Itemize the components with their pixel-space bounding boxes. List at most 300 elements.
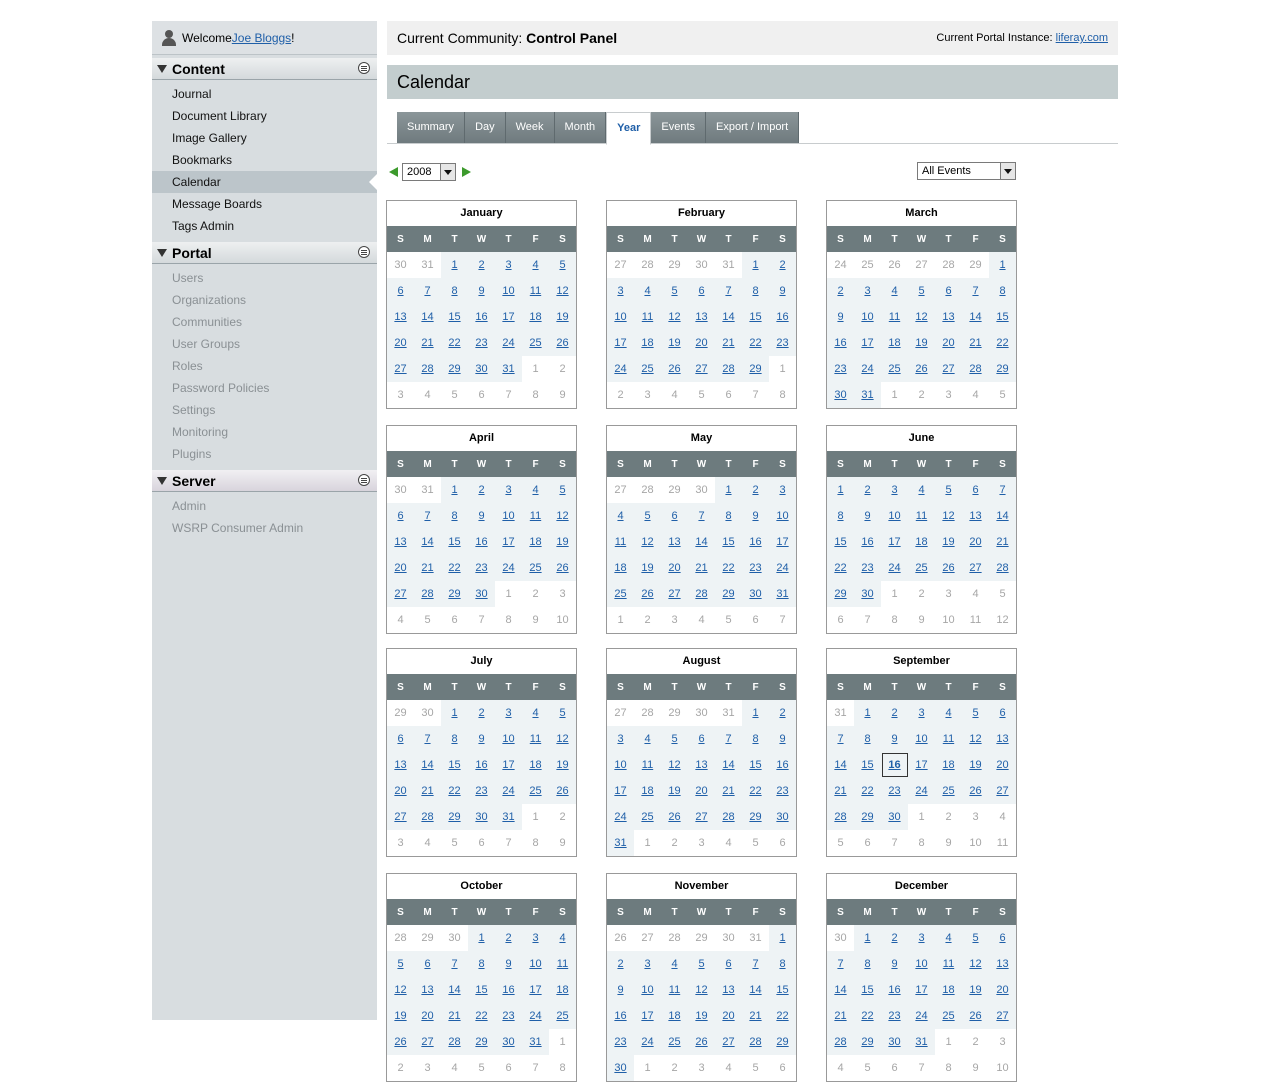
day-link[interactable]: 29 (989, 356, 1016, 382)
day-link[interactable]: 15 (441, 529, 468, 555)
day-link[interactable]: 26 (688, 1029, 715, 1055)
day-link[interactable]: 25 (607, 581, 634, 607)
day-link[interactable]: 10 (854, 304, 881, 330)
day-link[interactable]: 21 (989, 529, 1016, 555)
day-link[interactable]: 5 (661, 278, 688, 304)
day-link[interactable]: 27 (935, 356, 962, 382)
day-link[interactable]: 13 (989, 726, 1016, 752)
section-header-content[interactable] (152, 58, 377, 80)
day-link[interactable]: 27 (661, 581, 688, 607)
day-link[interactable]: 21 (414, 778, 441, 804)
day-link[interactable]: 27 (414, 1029, 441, 1055)
day-link[interactable]: 22 (441, 555, 468, 581)
day-link[interactable]: 30 (881, 804, 908, 830)
day-link[interactable]: 3 (495, 477, 522, 503)
day-link[interactable]: 29 (769, 1029, 796, 1055)
day-link[interactable]: 11 (908, 503, 935, 529)
day-link[interactable]: 26 (549, 330, 576, 356)
day-link[interactable]: 29 (854, 1029, 881, 1055)
day-link[interactable]: 7 (715, 278, 742, 304)
day-link[interactable]: 9 (607, 977, 634, 1003)
day-link[interactable]: 8 (441, 503, 468, 529)
day-link[interactable]: 28 (414, 804, 441, 830)
day-link[interactable]: 9 (495, 951, 522, 977)
day-link[interactable]: 22 (854, 1003, 881, 1029)
day-link[interactable]: 2 (854, 477, 881, 503)
day-link[interactable]: 19 (549, 304, 576, 330)
day-link[interactable]: 12 (962, 951, 989, 977)
day-link[interactable]: 6 (715, 951, 742, 977)
day-link[interactable]: 18 (935, 977, 962, 1003)
day-link[interactable]: 3 (522, 925, 549, 951)
day-link[interactable]: 14 (688, 529, 715, 555)
day-link[interactable]: 22 (468, 1003, 495, 1029)
day-link[interactable]: 24 (607, 356, 634, 382)
sidebar-item-journal[interactable]: Journal (172, 87, 212, 101)
section-header-portal[interactable] (152, 242, 377, 264)
day-link[interactable]: 27 (387, 804, 414, 830)
day-link[interactable]: 31 (607, 830, 634, 856)
sidebar-item-tags-admin[interactable]: Tags Admin (172, 219, 235, 233)
day-link[interactable]: 20 (387, 330, 414, 356)
day-link[interactable]: 8 (742, 726, 769, 752)
day-link[interactable]: 6 (661, 503, 688, 529)
tab-export-import[interactable]: Export / Import (706, 112, 799, 143)
day-link[interactable]: 20 (688, 330, 715, 356)
day-link[interactable]: 9 (827, 304, 854, 330)
day-link[interactable]: 29 (441, 804, 468, 830)
tab-month[interactable]: Month (555, 112, 607, 143)
sidebar-item-monitoring[interactable]: Monitoring (172, 425, 229, 439)
day-link[interactable]: 17 (854, 330, 881, 356)
day-link[interactable]: 25 (881, 356, 908, 382)
day-link[interactable]: 5 (387, 951, 414, 977)
day-link[interactable]: 9 (468, 503, 495, 529)
day-link[interactable]: 1 (989, 252, 1016, 278)
day-link[interactable]: 10 (495, 503, 522, 529)
sidebar-item-password-policies[interactable]: Password Policies (172, 381, 270, 395)
day-link[interactable]: 24 (854, 356, 881, 382)
day-link[interactable]: 24 (881, 555, 908, 581)
sidebar-item-roles[interactable]: Roles (172, 359, 203, 373)
day-link[interactable]: 10 (769, 503, 796, 529)
day-link[interactable]: 20 (989, 752, 1016, 778)
day-link[interactable]: 22 (441, 330, 468, 356)
day-link[interactable]: 14 (827, 752, 854, 778)
day-link[interactable]: 11 (634, 304, 661, 330)
day-link[interactable]: 8 (854, 726, 881, 752)
day-link[interactable]: 26 (962, 1003, 989, 1029)
day-link[interactable]: 8 (715, 503, 742, 529)
day-link[interactable]: 26 (634, 581, 661, 607)
day-link[interactable]: 25 (661, 1029, 688, 1055)
day-link[interactable]: 28 (827, 1029, 854, 1055)
day-link[interactable]: 7 (688, 503, 715, 529)
day-link[interactable]: 27 (387, 581, 414, 607)
sidebar-item-wsrp-consumer-admin[interactable]: WSRP Consumer Admin (172, 521, 304, 535)
day-link[interactable]: 11 (634, 752, 661, 778)
sidebar-item-users[interactable]: Users (172, 271, 204, 285)
day-link[interactable]: 8 (468, 951, 495, 977)
day-link[interactable]: 10 (881, 503, 908, 529)
day-link[interactable]: 8 (441, 726, 468, 752)
day-link[interactable]: 3 (495, 700, 522, 726)
day-link[interactable]: 11 (522, 726, 549, 752)
day-link[interactable]: 31 (769, 581, 796, 607)
day-link[interactable]: 8 (769, 951, 796, 977)
day-link[interactable]: 17 (522, 977, 549, 1003)
portal-instance-link[interactable]: liferay.com (1055, 32, 1108, 44)
day-link[interactable]: 9 (742, 503, 769, 529)
day-link[interactable]: 12 (962, 726, 989, 752)
day-link[interactable]: 18 (522, 752, 549, 778)
day-link[interactable]: 2 (769, 700, 796, 726)
day-link[interactable]: 9 (854, 503, 881, 529)
day-link[interactable]: 20 (715, 1003, 742, 1029)
day-link[interactable]: 18 (634, 778, 661, 804)
day-link[interactable]: 17 (607, 778, 634, 804)
day-link[interactable]: 22 (769, 1003, 796, 1029)
day-link[interactable]: 26 (962, 778, 989, 804)
day-link[interactable]: 27 (989, 1003, 1016, 1029)
day-link[interactable]: 20 (414, 1003, 441, 1029)
day-link[interactable]: 7 (742, 951, 769, 977)
day-link[interactable]: 21 (715, 330, 742, 356)
day-link[interactable]: 3 (769, 477, 796, 503)
day-link[interactable]: 8 (742, 278, 769, 304)
day-link[interactable]: 2 (468, 700, 495, 726)
day-link[interactable]: 21 (962, 330, 989, 356)
day-link[interactable]: 13 (387, 752, 414, 778)
day-link[interactable]: 13 (935, 304, 962, 330)
day-link[interactable]: 21 (827, 1003, 854, 1029)
day-link[interactable]: 16 (468, 752, 495, 778)
day-link[interactable]: 26 (387, 1029, 414, 1055)
day-link[interactable]: 23 (468, 330, 495, 356)
day-link[interactable]: 21 (715, 778, 742, 804)
day-link[interactable]: 12 (549, 726, 576, 752)
day-link[interactable]: 15 (715, 529, 742, 555)
user-name-link[interactable]: Joe Bloggs (231, 30, 292, 45)
day-link[interactable]: 25 (935, 1003, 962, 1029)
day-link[interactable]: 28 (414, 356, 441, 382)
sidebar-item-message-boards[interactable]: Message Boards (172, 197, 263, 211)
day-link[interactable]: 4 (607, 503, 634, 529)
day-link[interactable]: 30 (495, 1029, 522, 1055)
day-link[interactable]: 1 (468, 925, 495, 951)
day-link[interactable]: 12 (908, 304, 935, 330)
day-link[interactable]: 13 (688, 304, 715, 330)
day-link[interactable]: 15 (854, 977, 881, 1003)
day-link[interactable]: 28 (742, 1029, 769, 1055)
day-link[interactable]: 14 (414, 752, 441, 778)
day-link[interactable]: 15 (441, 304, 468, 330)
day-link[interactable]: 14 (742, 977, 769, 1003)
previous-year-arrow-icon[interactable] (389, 167, 398, 177)
day-link[interactable]: 10 (495, 726, 522, 752)
day-link[interactable]: 17 (607, 330, 634, 356)
sidebar-item-admin[interactable]: Admin (172, 499, 207, 513)
day-link[interactable]: 19 (661, 778, 688, 804)
day-link[interactable]: 27 (688, 356, 715, 382)
sidebar-item-bookmarks[interactable]: Bookmarks (172, 153, 233, 167)
day-link[interactable]: 20 (661, 555, 688, 581)
day-link[interactable]: 26 (935, 555, 962, 581)
day-link[interactable]: 14 (962, 304, 989, 330)
day-link[interactable]: 29 (715, 581, 742, 607)
day-link[interactable]: 17 (881, 529, 908, 555)
day-link[interactable]: 4 (634, 278, 661, 304)
day-link[interactable]: 19 (387, 1003, 414, 1029)
day-link[interactable]: 18 (881, 330, 908, 356)
day-link[interactable]: 31 (854, 382, 881, 408)
day-link[interactable]: 12 (661, 304, 688, 330)
day-link[interactable]: 18 (908, 529, 935, 555)
day-link[interactable]: 7 (441, 951, 468, 977)
day-link[interactable]: 8 (854, 951, 881, 977)
day-link[interactable]: 15 (742, 752, 769, 778)
day-link[interactable]: 24 (769, 555, 796, 581)
day-link[interactable]: 27 (989, 778, 1016, 804)
day-link[interactable]: 25 (908, 555, 935, 581)
day-link[interactable]: 22 (989, 330, 1016, 356)
day-link[interactable]: 19 (549, 752, 576, 778)
tab-events[interactable]: Events (651, 112, 706, 143)
day-link[interactable]: 12 (935, 503, 962, 529)
minimize-icon[interactable] (358, 62, 370, 74)
day-link[interactable]: 5 (688, 951, 715, 977)
day-link[interactable]: 4 (661, 951, 688, 977)
day-link[interactable]: 2 (881, 925, 908, 951)
day-link[interactable]: 11 (522, 278, 549, 304)
day-link[interactable]: 17 (495, 304, 522, 330)
day-link[interactable]: 10 (522, 951, 549, 977)
day-link[interactable]: 7 (962, 278, 989, 304)
day-link[interactable]: 3 (908, 700, 935, 726)
day-link[interactable]: 2 (495, 925, 522, 951)
day-link[interactable]: 24 (908, 1003, 935, 1029)
day-link[interactable]: 30 (468, 581, 495, 607)
day-link[interactable]: 3 (607, 278, 634, 304)
day-link[interactable]: 1 (441, 477, 468, 503)
day-link[interactable]: 21 (441, 1003, 468, 1029)
day-link[interactable]: 5 (661, 726, 688, 752)
day-link[interactable]: 9 (769, 726, 796, 752)
day-link[interactable]: 6 (989, 700, 1016, 726)
day-link[interactable]: 31 (495, 804, 522, 830)
day-link[interactable]: 13 (715, 977, 742, 1003)
day-link[interactable]: 6 (387, 726, 414, 752)
sidebar-item-image-gallery[interactable]: Image Gallery (172, 131, 247, 145)
day-link[interactable]: 2 (827, 278, 854, 304)
day-link[interactable]: 21 (414, 330, 441, 356)
day-link[interactable]: 12 (549, 278, 576, 304)
sidebar-item-settings[interactable]: Settings (172, 403, 216, 417)
day-link[interactable]: 9 (468, 726, 495, 752)
day-link[interactable]: 9 (881, 726, 908, 752)
day-link[interactable]: 10 (908, 951, 935, 977)
day-link[interactable]: 15 (827, 529, 854, 555)
day-link[interactable]: 6 (935, 278, 962, 304)
day-link[interactable]: 20 (962, 529, 989, 555)
day-link[interactable]: 19 (549, 529, 576, 555)
day-link[interactable]: 27 (962, 555, 989, 581)
day-link[interactable]: 23 (742, 555, 769, 581)
day-link[interactable]: 3 (881, 477, 908, 503)
day-link[interactable]: 18 (661, 1003, 688, 1029)
day-link[interactable]: 20 (688, 778, 715, 804)
day-link[interactable]: 14 (827, 977, 854, 1003)
day-link[interactable]: 1 (441, 700, 468, 726)
day-link[interactable]: 2 (468, 252, 495, 278)
day-link[interactable]: 19 (661, 330, 688, 356)
day-link[interactable]: 29 (441, 581, 468, 607)
day-link[interactable]: 6 (688, 278, 715, 304)
day-link[interactable]: 12 (387, 977, 414, 1003)
day-link[interactable]: 8 (827, 503, 854, 529)
day-link[interactable]: 11 (522, 503, 549, 529)
day-link[interactable]: 1 (742, 252, 769, 278)
day-link[interactable]: 30 (468, 356, 495, 382)
day-link[interactable]: 14 (715, 304, 742, 330)
day-link[interactable]: 4 (522, 700, 549, 726)
day-link[interactable]: 17 (769, 529, 796, 555)
chevron-down-icon[interactable] (440, 164, 455, 180)
day-link[interactable]: 20 (989, 977, 1016, 1003)
day-link[interactable]: 4 (935, 925, 962, 951)
day-link[interactable]: 15 (468, 977, 495, 1003)
day-link[interactable]: 5 (962, 700, 989, 726)
collapse-triangle-icon[interactable] (157, 65, 167, 73)
day-link[interactable]: 17 (908, 752, 935, 778)
day-link[interactable]: 26 (549, 778, 576, 804)
day-link[interactable]: 25 (935, 778, 962, 804)
day-link[interactable]: 15 (854, 752, 881, 778)
day-link[interactable]: 29 (468, 1029, 495, 1055)
day-link[interactable]: 28 (962, 356, 989, 382)
day-link[interactable]: 17 (495, 529, 522, 555)
day-link[interactable]: 7 (414, 726, 441, 752)
day-link[interactable]: 29 (742, 804, 769, 830)
day-link[interactable]: 16 (742, 529, 769, 555)
day-link[interactable]: 15 (742, 304, 769, 330)
day-link[interactable]: 5 (549, 252, 576, 278)
day-link[interactable]: 24 (495, 778, 522, 804)
day-link[interactable]: 22 (742, 778, 769, 804)
day-link[interactable]: 23 (827, 356, 854, 382)
day-link[interactable]: 1 (441, 252, 468, 278)
day-link[interactable]: 24 (495, 330, 522, 356)
day-link[interactable]: 7 (715, 726, 742, 752)
day-link[interactable]: 11 (607, 529, 634, 555)
day-link[interactable]: 6 (387, 503, 414, 529)
day-link[interactable]: 13 (387, 529, 414, 555)
day-link[interactable]: 25 (634, 356, 661, 382)
day-link[interactable]: 10 (607, 304, 634, 330)
day-link[interactable]: 27 (715, 1029, 742, 1055)
sidebar-item-organizations[interactable]: Organizations (172, 293, 247, 307)
day-link[interactable]: 19 (962, 752, 989, 778)
day-link[interactable]: 16 (468, 529, 495, 555)
day-link[interactable]: 21 (414, 555, 441, 581)
collapse-triangle-icon[interactable] (157, 477, 167, 485)
today-day-link[interactable]: 16 (881, 752, 908, 778)
day-link[interactable]: 14 (441, 977, 468, 1003)
day-link[interactable]: 24 (495, 555, 522, 581)
day-link[interactable]: 26 (661, 356, 688, 382)
day-link[interactable]: 28 (414, 581, 441, 607)
day-link[interactable]: 1 (854, 700, 881, 726)
day-link[interactable]: 22 (742, 330, 769, 356)
day-link[interactable]: 10 (607, 752, 634, 778)
day-link[interactable]: 28 (715, 356, 742, 382)
day-link[interactable]: 22 (827, 555, 854, 581)
day-link[interactable]: 25 (522, 555, 549, 581)
day-link[interactable]: 12 (634, 529, 661, 555)
day-link[interactable]: 12 (661, 752, 688, 778)
day-link[interactable]: 1 (854, 925, 881, 951)
day-link[interactable]: 14 (715, 752, 742, 778)
day-link[interactable]: 29 (854, 804, 881, 830)
day-link[interactable]: 5 (908, 278, 935, 304)
day-link[interactable]: 29 (827, 581, 854, 607)
day-link[interactable]: 12 (688, 977, 715, 1003)
tab-year[interactable]: Year (606, 112, 651, 145)
day-link[interactable]: 14 (989, 503, 1016, 529)
tab-day[interactable]: Day (465, 112, 506, 143)
day-link[interactable]: 30 (769, 804, 796, 830)
day-link[interactable]: 23 (881, 1003, 908, 1029)
day-link[interactable]: 22 (854, 778, 881, 804)
day-link[interactable]: 3 (908, 925, 935, 951)
day-link[interactable]: 5 (935, 477, 962, 503)
day-link[interactable]: 20 (935, 330, 962, 356)
day-link[interactable]: 9 (769, 278, 796, 304)
day-link[interactable]: 5 (549, 477, 576, 503)
day-link[interactable]: 4 (522, 477, 549, 503)
day-link[interactable]: 24 (634, 1029, 661, 1055)
day-link[interactable]: 6 (962, 477, 989, 503)
day-link[interactable]: 23 (495, 1003, 522, 1029)
day-link[interactable]: 24 (908, 778, 935, 804)
day-link[interactable]: 4 (522, 252, 549, 278)
day-link[interactable]: 19 (634, 555, 661, 581)
day-link[interactable]: 18 (607, 555, 634, 581)
day-link[interactable]: 13 (962, 503, 989, 529)
day-link[interactable]: 2 (769, 252, 796, 278)
day-link[interactable]: 9 (881, 951, 908, 977)
day-link[interactable]: 17 (634, 1003, 661, 1029)
day-link[interactable]: 31 (522, 1029, 549, 1055)
event-type-select[interactable] (917, 162, 1016, 180)
sidebar-item-communities[interactable]: Communities (172, 315, 243, 329)
tab-summary[interactable]: Summary (397, 112, 465, 143)
minimize-icon[interactable] (358, 246, 370, 258)
sidebar-item-document-library[interactable]: Document Library (172, 109, 267, 123)
day-link[interactable]: 4 (908, 477, 935, 503)
day-link[interactable]: 19 (935, 529, 962, 555)
day-link[interactable]: 11 (935, 726, 962, 752)
day-link[interactable]: 5 (962, 925, 989, 951)
day-link[interactable]: 13 (387, 304, 414, 330)
day-link[interactable]: 14 (414, 304, 441, 330)
day-link[interactable]: 11 (881, 304, 908, 330)
day-link[interactable]: 19 (688, 1003, 715, 1029)
day-link[interactable]: 18 (935, 752, 962, 778)
day-link[interactable]: 21 (688, 555, 715, 581)
day-link[interactable]: 23 (468, 555, 495, 581)
day-link[interactable]: 2 (607, 951, 634, 977)
